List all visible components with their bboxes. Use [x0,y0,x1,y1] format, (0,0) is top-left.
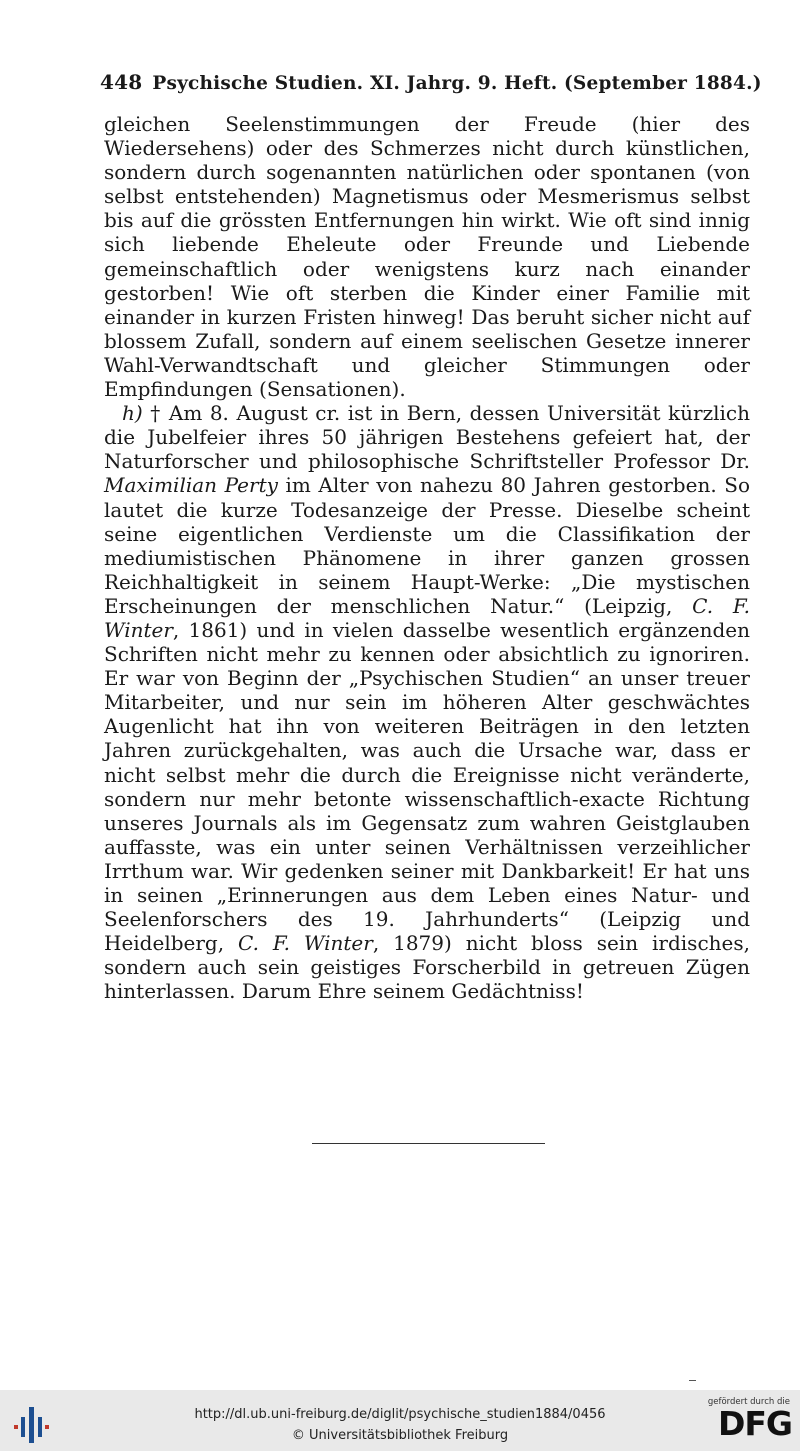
section-marker: h) [122,401,143,426]
source-url-link[interactable]: http://dl.ub.uni-freiburg.de/diglit/psychische_studien1884/0456 [194,1407,606,1422]
text-run: , 1879) nicht bloss sein irdisches, sondern auch sein geistiges Forscherbild in getreuen Zügen hinterlassen. Darum Ehre seinem Gedächtniss! [104,931,750,1004]
paragraph-continued: gleichen Seelenstimmungen der Freude (hier des Wiedersehens) oder des Schmerzes nicht durch künstlichen, sondern durch sogenannten natürlichen oder spontanen (von selbst entstehenden) Magnetismus oder Mesmerismus selbst bis auf die grössten Entfernungen hin wirkt. Wie oft sind innig sich liebende Eheleute oder Freunde und Liebende gemeinschaftlich oder wenigstens kurz nach einander gestorben! Wie oft sterben die Kinder einer Familie mit einander in kurzen Fristen hinweg! Das beruht sicher nicht auf blossem Zufall, sondern auf einem seelischen Gesetze innerer Wahl-Verwandtschaft und gleicher Stimmungen oder Empfindungen (Sensationen). [104,112,750,402]
scan-mark [689,1380,696,1381]
paragraph-obituary [104,401,750,1003]
person-name: Maximilian Perty [104,473,278,498]
text-run: , 1861) und in vielen dasselbe wesentlich ergänzenden Schriften nicht mehr zu kennen oder absichtlich zu ignoriren. Er war von Beginn der „Psychischen Studien“ an unser treuer Mitarbeiter, und nur sein im höheren Alter geschwächtes Augenlicht hat ihn von weiteren Beiträgen in den letzten Jahren zurückgehalten, was auch die Ursache war, dass er nicht selbst mehr die durch die Ereignisse nicht veränderte, sondern nur mehr betonte wissenschaftlich-exacte Richtung unseres Journals als im Gegensatz zum wahren Geistglauben auffasste, was ein unter seinen Verhältnissen verzeihlicher Irrthum war. Wir gedenken seiner mit Dankbarkeit! Er hat uns in seinen „Erinnerungen aus dem Leben eines Natur- und Seelenforschers des 19. Jahrhunderts“ (Leipzig und Heidelberg, [104,617,750,956]
article-body [104,112,750,1003]
library-footer [0,1390,800,1451]
text-run: im Alter von nahezu 80 Jahren gestorben. So lautet die kurze Todesanzeige der Presse. Dieselbe scheint seine eigentlichen Verdienste um die Classifikation der mediumistischen Phänomene in ihrer ganzen grossen Reichhaltigkeit in seinem Haupt-Werke: „Die mystischen Erscheinungen der menschlichen Natur.“ (Leipzig, [104,473,750,618]
publisher-name: C. F. Winter [104,593,750,642]
text-run: † Am 8. August cr. ist in Bern, dessen Universität kürzlich die Jubelfeier ihres 50 jährigen Bestehens gefeiert hat, der Naturforscher und philosophische Schriftsteller Professor Dr. [104,401,750,474]
copyright-notice: © Universitätsbibliothek Freiburg [291,1428,509,1443]
publisher-name: C. F. Winter [238,931,373,956]
page-number: 448 [100,70,143,94]
dfg-logo [704,1397,792,1445]
dfg-caption: gefördert durch die [707,1397,790,1407]
dfg-wordmark: DFG [717,1404,792,1443]
running-title: Psychische Studien. XI. Jahrg. 9. Heft. (September 1884.) [152,73,762,94]
running-header [100,70,762,102]
section-divider [312,1143,545,1144]
